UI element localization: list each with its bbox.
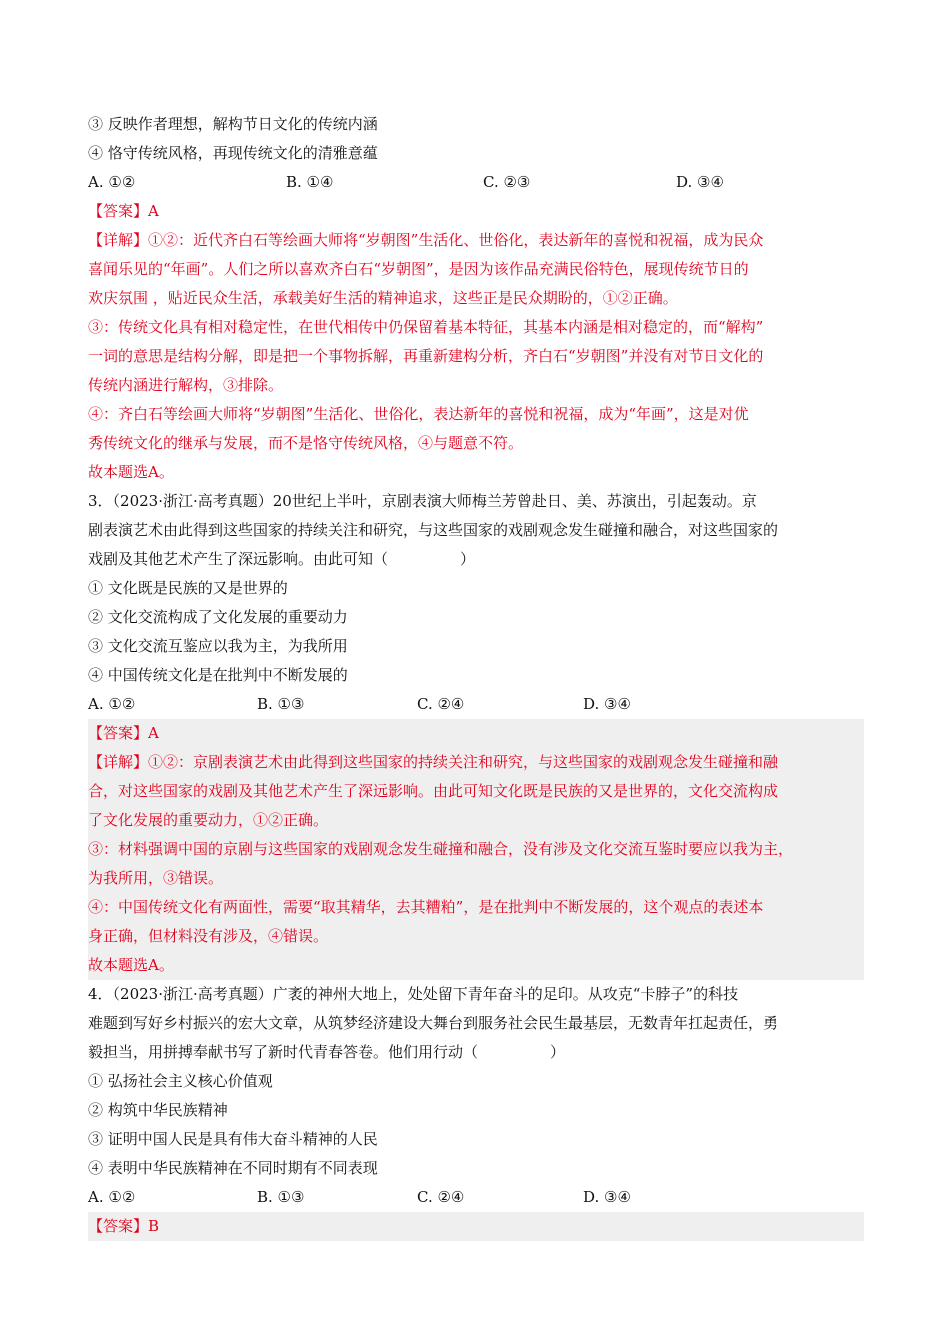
q2-analysis [88,226,864,458]
q2-choice-a: A. ①② [88,173,136,191]
q3-stem [88,487,864,574]
q2-analysis-line: 一词的意思是结构分解，即是把一个事物拆解，再重新建构分析，齐白石“岁朝图”并没有对节日文化的 [88,347,764,365]
q2-choices [88,168,864,197]
q2-analysis-line: 喜闻乐见的“年画”。人们之所以喜欢齐白石“岁朝图”，是因为该作品充满民俗特色，展现传统节日的 [88,260,749,278]
q4-choice-b: B. ①③ [257,1188,305,1206]
q3-analysis-line: ③：材料强调中国的京剧与这些国家的戏剧观念发生碰撞和融合，没有涉及文化交流互鉴时要应以我为主， [88,840,794,858]
q3-stem-line: 3．（2023·浙江·高考真题）20世纪上半叶，京剧表演大师梅兰芳曾赴日、美、苏演出，引起轰动。京 [88,492,757,510]
q3-stem-line: 戏剧及其他艺术产生了深远影响。由此可知（ ） [88,550,476,568]
q2-choice-b: B. ①④ [286,173,334,191]
q3-analysis-line: 【详解】①②：京剧表演艺术由此得到这些国家的持续关注和研究，与这些国家的戏剧观念发生碰撞和融 [88,753,779,771]
q3-option-2: ② 文化交流构成了文化发展的重要动力 [88,608,348,626]
q2-analysis-line: 传统内涵进行解构，③排除。 [88,376,284,394]
q4-choices [88,1183,864,1212]
q4-option-4: ④ 表明中华民族精神在不同时期有不同表现 [88,1159,378,1177]
q2-conclusion: 故本题选A。 [88,463,174,481]
q4-choice-a: A. ①② [88,1188,136,1206]
q4-answer: 【答案】B [88,1217,160,1235]
q3-solution-block [88,719,864,980]
q3-option-4: ④ 中国传统文化是在批判中不断发展的 [88,666,348,684]
q3-analysis-line: ④：中国传统文化有两面性，需要“取其精华，去其糟粕”，是在批判中不断发展的，这个观点的表述本 [88,898,764,916]
q2-analysis-line: 欢庆氛围 ，贴近民众生活，承载美好生活的精神追求，这些正是民众期盼的，①②正确。 [88,289,678,307]
q3-option-1: ① 文化既是民族的又是世界的 [88,579,288,597]
q4-choice-c: C. ②④ [417,1188,465,1206]
q3-analysis [88,748,864,951]
q2-analysis-line: ④：齐白石等绘画大师将“岁朝图”生活化、世俗化，表达新年的喜悦和祝福，成为“年画”，这是对优 [88,405,749,423]
q3-analysis-line: 为我所用，③错误。 [88,869,224,887]
q3-answer: 【答案】A [88,724,159,742]
q3-choice-c: C. ②④ [417,695,465,713]
q3-stem-line: 剧表演艺术由此得到这些国家的持续关注和研究，与这些国家的戏剧观念发生碰撞和融合，对这些国家的 [88,521,779,539]
q4-option-3: ③ 证明中国人民是具有伟大奋斗精神的人民 [88,1130,378,1148]
q4-option-2: ② 构筑中华民族精神 [88,1101,228,1119]
q4-stem [88,980,864,1067]
q3-choice-b: B. ①③ [257,695,305,713]
q3-options [88,574,864,690]
exam-page [88,110,864,1241]
q3-analysis-line: 合，对这些国家的戏剧及其他艺术产生了深远影响。由此可知文化既是民族的又是世界的，文化交流构成 [88,782,779,800]
q4-solution-block [88,1212,864,1241]
q4-choice-d: D. ③④ [583,1188,631,1206]
q4-option-1: ① 弘扬社会主义核心价值观 [88,1072,273,1090]
q2-options [88,110,864,168]
q3-choice-d: D. ③④ [583,695,631,713]
q4-stem-line: 毅担当，用拼搏奉献书写了新时代青春答卷。他们用行动（ ） [88,1043,566,1061]
q2-analysis-line: 秀传统文化的继承与发展，而不是恪守传统风格，④与题意不符。 [88,434,524,452]
q3-analysis-line: 身正确，但材料没有涉及，④错误。 [88,927,329,945]
q3-analysis-line: 了文化发展的重要动力，①②正确。 [88,811,329,829]
q4-options [88,1067,864,1183]
q4-stem-line: 难题到写好乡村振兴的宏大文章，从筑梦经济建设大舞台到服务社会民生最基层，无数青年扛起责任，勇 [88,1014,779,1032]
q4-stem-line: 4．（2023·浙江·高考真题）广袤的神州大地上，处处留下青年奋斗的足印。从攻克“卡脖子”的科技 [88,985,739,1003]
q2-choice-c: C. ②③ [483,173,531,191]
q2-answer: 【答案】A [88,202,159,220]
q2-option-4: ④ 恪守传统风格，再现传统文化的清雅意蕴 [88,144,378,162]
q3-conclusion: 故本题选A。 [88,956,174,974]
q3-choice-a: A. ①② [88,695,136,713]
q3-option-3: ③ 文化交流互鉴应以我为主，为我所用 [88,637,348,655]
q2-choice-d: D. ③④ [676,173,724,191]
q2-option-3: ③ 反映作者理想，解构节日文化的传统内涵 [88,115,378,133]
q2-analysis-line: 【详解】①②：近代齐白石等绘画大师将“岁朝图”生活化、世俗化，表达新年的喜悦和祝福，成为民众 [88,231,764,249]
q3-choices [88,690,864,719]
q2-analysis-line: ③：传统文化具有相对稳定性，在世代相传中仍保留着基本特征，其基本内涵是相对稳定的，而“解构” [88,318,764,336]
